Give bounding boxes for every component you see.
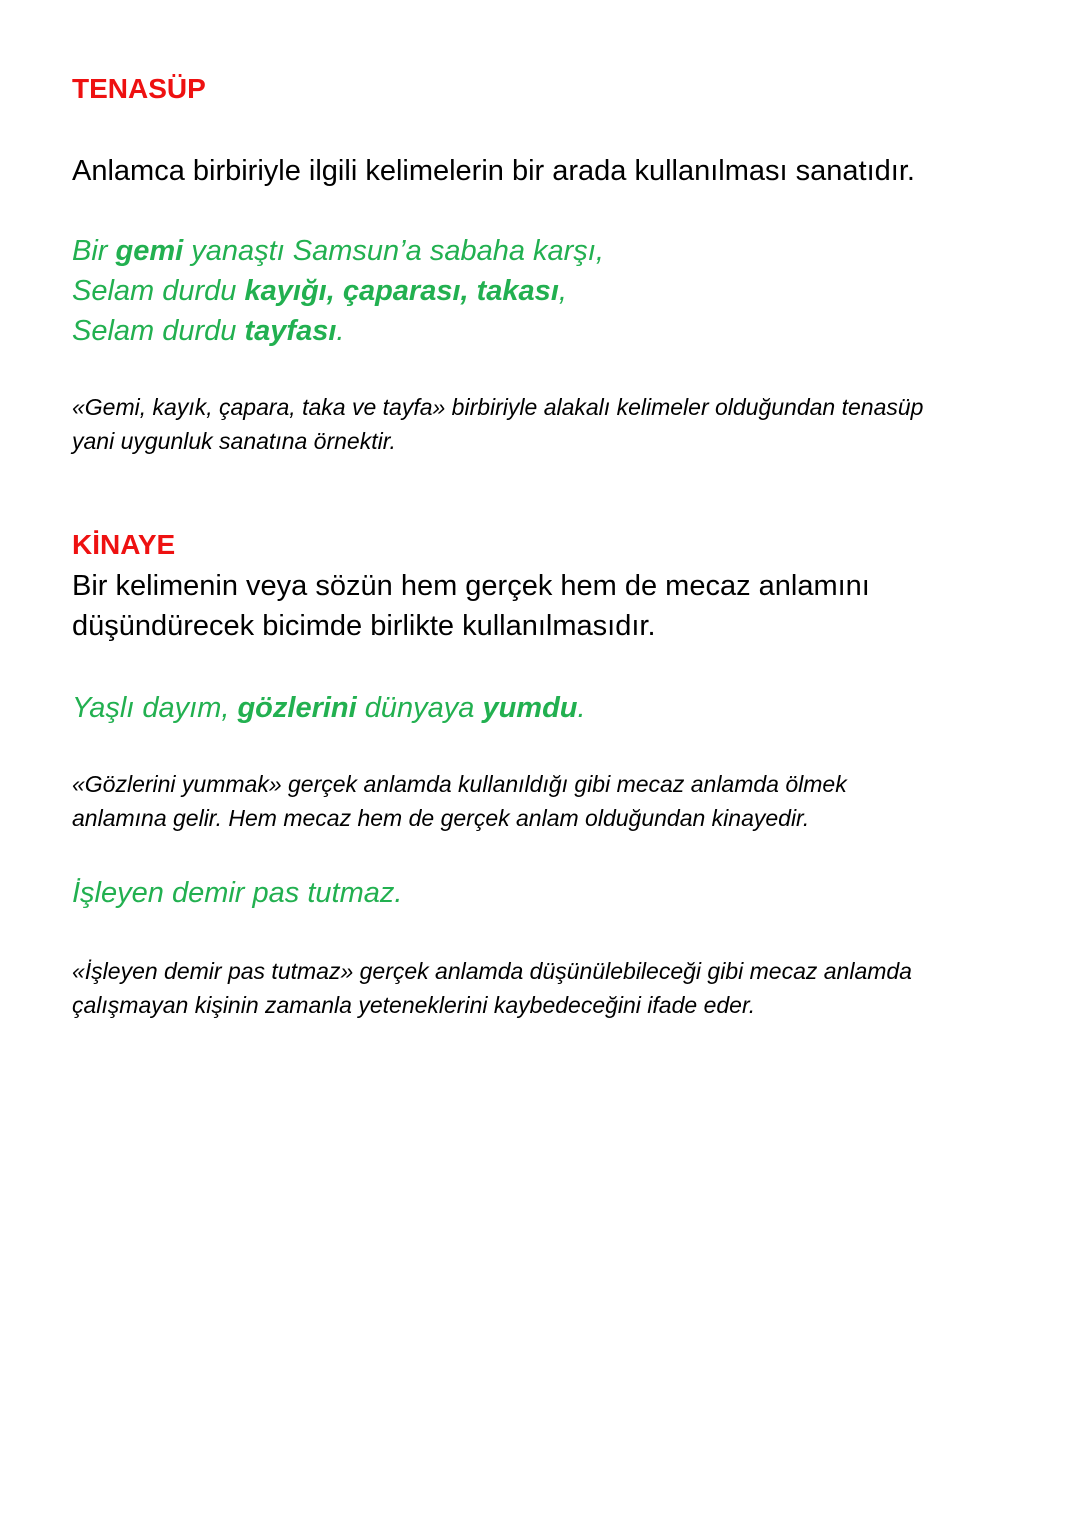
tenasup-example-line-3: Selam durdu tayfası. (72, 315, 345, 347)
kinaye-explanation-1-line-2: anlamına gelir. Hem mecaz hem de gerçek anlam olduğundan kinayedir. (72, 805, 810, 831)
kinaye-explanation-2-line-2: çalışmayan kişinin zamanla yeteneklerini kaybedeceğini ifade eder. (72, 992, 756, 1018)
emphasis-yumdu: yumdu (482, 692, 578, 724)
kinaye-example-2: İşleyen demir pas tutmaz. (72, 877, 403, 909)
kinaye-example-1: Yaşlı dayım, gözlerini dünyaya yumdu. (72, 692, 586, 724)
kinaye-definition-line-1: Bir kelimenin veya sözün hem gerçek hem de mecaz anlamını (72, 570, 870, 602)
tenasup-example-line-1: Bir gemi yanaştı Samsun’a sabaha karşı, (72, 235, 604, 267)
kinaye-explanation-1-line-1: «Gözlerini yummak» gerçek anlamda kullanıldığı gibi mecaz anlamda ölmek (72, 771, 847, 797)
tenasup-definition: Anlamca birbiriyle ilgili kelimelerin bir arada kullanılması sanatıdır. (72, 155, 915, 187)
emphasis-gemi: gemi (115, 235, 184, 267)
tenasup-explanation-line-2: yani uygunluk sanatına örnektir. (72, 428, 396, 454)
kinaye-explanation-2-line-1: «İşleyen demir pas tutmaz» gerçek anlamda düşünülebileceği gibi mecaz anlamda (72, 958, 912, 984)
emphasis-kayik-capara-taka: kayığı, çaparası, takası (244, 275, 559, 307)
tenasup-example-line-2: Selam durdu kayığı, çaparası, takası, (72, 275, 567, 307)
tenasup-heading: TENASÜP (72, 73, 206, 104)
kinaye-definition-line-2: düşündürecek bicimde birlikte kullanılmasıdır. (72, 610, 656, 642)
tenasup-explanation-line-1: «Gemi, kayık, çapara, taka ve tayfa» birbiriyle alakalı kelimeler olduğundan tenasüp (72, 394, 924, 420)
emphasis-gozlerini: gözlerini (237, 692, 357, 724)
emphasis-tayfa: tayfası (244, 315, 337, 347)
kinaye-heading: KİNAYE (72, 529, 176, 560)
